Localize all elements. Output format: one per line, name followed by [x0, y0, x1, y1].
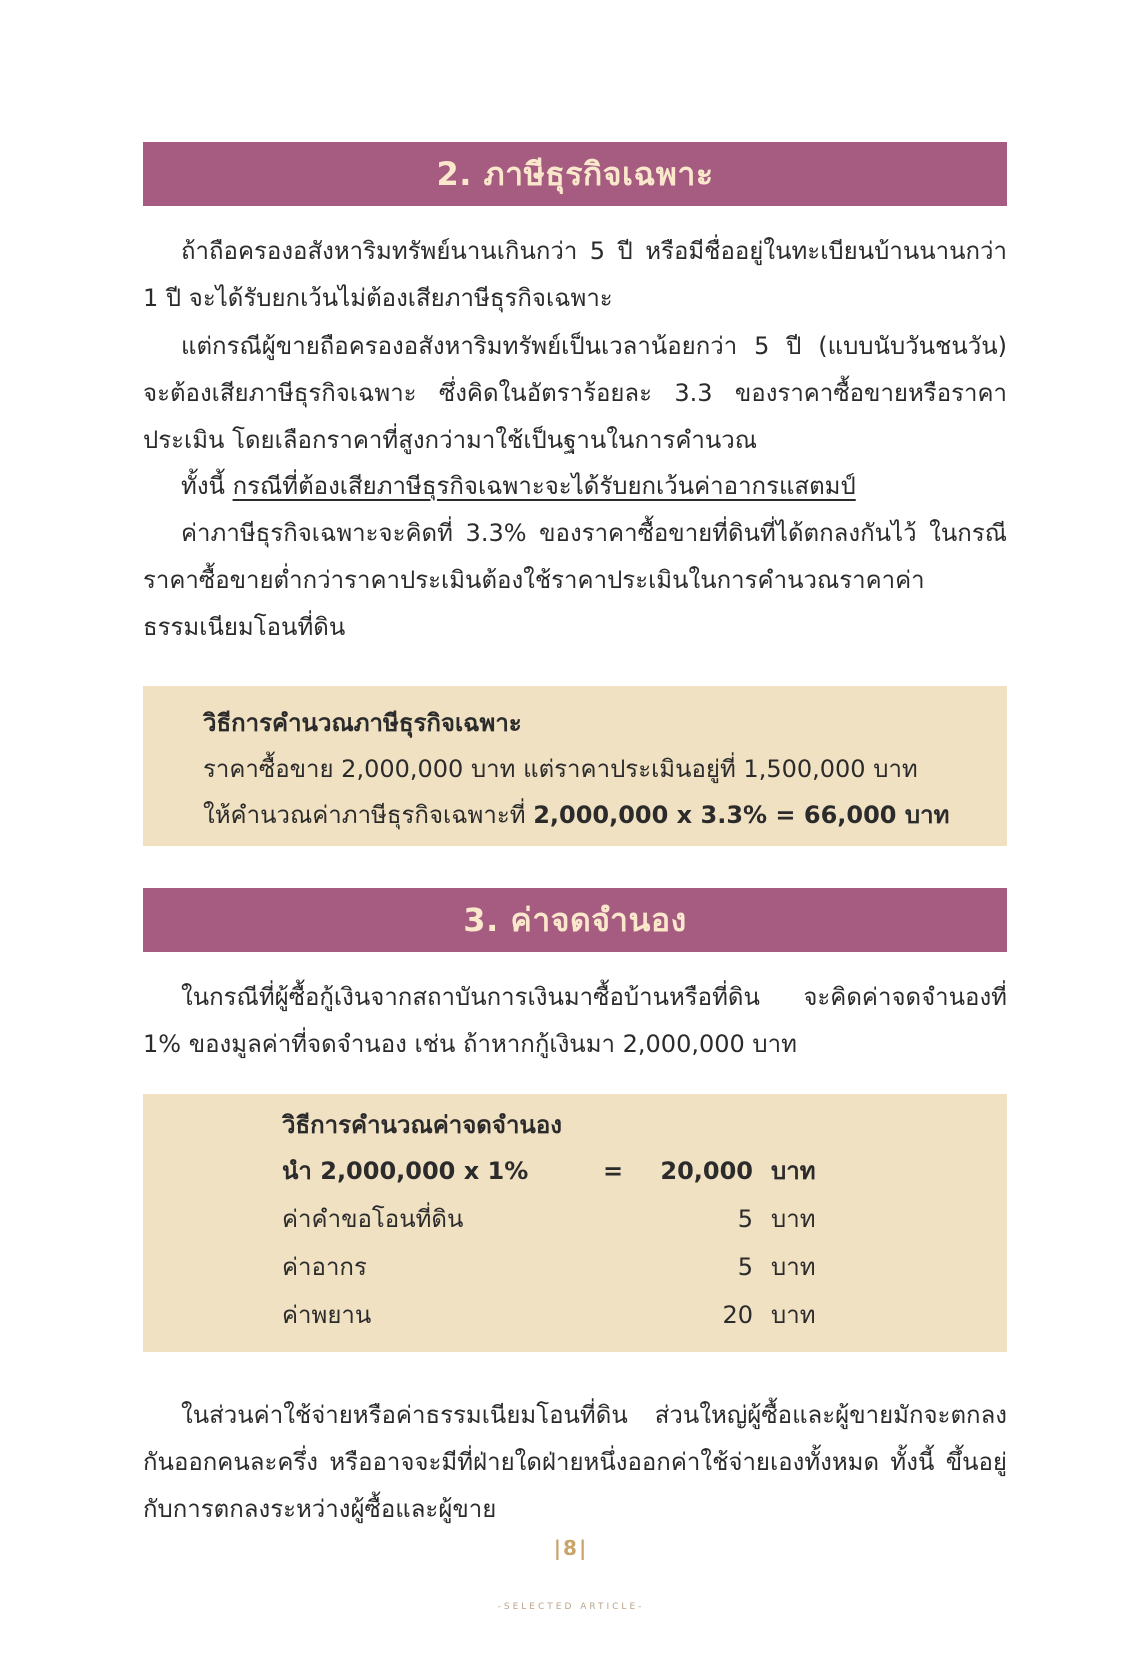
row-amount: 20	[722, 1301, 753, 1329]
section-2-paragraph-1: ถ้าถือครองอสังหาริมทรัพย์นานเกินกว่า 5 ปี หรือมีชื่ออยู่ในทะเบียนบ้านนานกว่า 1 ปี จะได้รับยกเว้นไม่ต้องเสียภาษีธุรกิจเฉพาะ	[143, 237, 1007, 312]
mortgage-calculation-box	[143, 1094, 1007, 1352]
section-3-paragraph-1: ในกรณีที่ผู้ซื้อกู้เงินจากสถาบันการเงินมาซื้อบ้านหรือที่ดิน จะคิดค่าจดจำนองที่ 1% ของมูลค่าที่จดจำนอง เช่น ถ้าหากกู้เงินมา 2,000,000 บาท	[143, 983, 1007, 1058]
section-2-paragraph-4: ค่าภาษีธุรกิจเฉพาะจะคิดที่ 3.3% ของราคาซื้อขายที่ดินที่ได้ตกลงกันไว้ ในกรณีราคาซื้อขายต่ำกว่าราคาประเมินต้องใช้ราคาประเมินในการคำนวณราคาค่าธรรมเนียมโอนที่ดิน	[143, 519, 1007, 641]
business-tax-calc-line-1: ราคาซื้อขาย 2,000,000 บาท แต่ราคาประเมินอยู่ที่ 1,500,000 บาท	[203, 755, 918, 783]
row-unit: บาท	[771, 1301, 816, 1329]
business-tax-calculation-box	[143, 686, 1007, 846]
closing-paragraph: ในส่วนค่าใช้จ่ายหรือค่าธรรมเนียมโอนที่ดิน ส่วนใหญ่ผู้ซื้อและผู้ขายมักจะตกลงกันออกคนละครึ่ง หรืออาจจะมีที่ฝ่ายใดฝ่ายหนึ่งออกค่าใช้จ่ายเองทั้งหมด ทั้งนี้ ขึ้นอยู่กับการตกลงระหว่างผู้ซื้อและผู้ขาย	[143, 1401, 1007, 1523]
paragraph-3-prefix: ทั้งนี้	[181, 472, 233, 500]
section-3-heading	[143, 888, 1007, 952]
page-number: |8|	[553, 1536, 589, 1560]
row-label: ค่าพยาน	[282, 1301, 372, 1329]
section-2-paragraph-2: แต่กรณีผู้ขายถือครองอสังหาริมทรัพย์เป็นเวลาน้อยกว่า 5 ปี (แบบนับวันชนวัน) จะต้องเสียภาษีธุรกิจเฉพาะ ซึ่งคิดในอัตราร้อยละ 3.3 ของราคาซื้อขายหรือราคาประเมิน โดยเลือกราคาที่สูงกว่ามาใช้เป็นฐานในการคำนวณ	[143, 332, 1007, 454]
section-3-title: 3. ค่าจดจำนอง	[463, 900, 687, 939]
footer-tagline: -SELECTED ARTICLE-	[497, 1602, 645, 1612]
business-tax-calc-line-2	[203, 800, 949, 830]
section-2-heading	[143, 142, 1007, 206]
section-2-paragraph-3	[143, 463, 1007, 510]
row-amount: 5	[737, 1205, 753, 1233]
row-label: นำ 2,000,000 x 1%	[282, 1157, 529, 1185]
row-unit: บาท	[771, 1253, 816, 1281]
calc-line-2-prefix: ให้คำนวณค่าภาษีธุรกิจเฉพาะที่	[203, 801, 534, 829]
business-tax-calc-result: 2,000,000 x 3.3% = 66,000 บาท	[533, 801, 950, 829]
row-amount: 5	[737, 1253, 753, 1281]
row-unit: บาท	[771, 1205, 816, 1233]
row-unit: บาท	[771, 1157, 816, 1185]
row-amount: 20,000	[660, 1157, 753, 1185]
section-2-title: 2. ภาษีธุรกิจเฉพาะ	[436, 154, 714, 193]
row-label: ค่าอากร	[282, 1253, 367, 1281]
row-equals: =	[603, 1157, 624, 1185]
mortgage-calc-heading: วิธีการคำนวณค่าจดจำนอง	[282, 1111, 562, 1139]
business-tax-calc-heading: วิธีการคำนวณภาษีธุรกิจเฉพาะ	[203, 709, 522, 737]
row-label: ค่าคำขอโอนที่ดิน	[282, 1205, 464, 1233]
stamp-duty-exemption-note: กรณีที่ต้องเสียภาษีธุรกิจเฉพาะจะได้รับยกเว้นค่าอากรแสตมป์	[232, 472, 856, 500]
